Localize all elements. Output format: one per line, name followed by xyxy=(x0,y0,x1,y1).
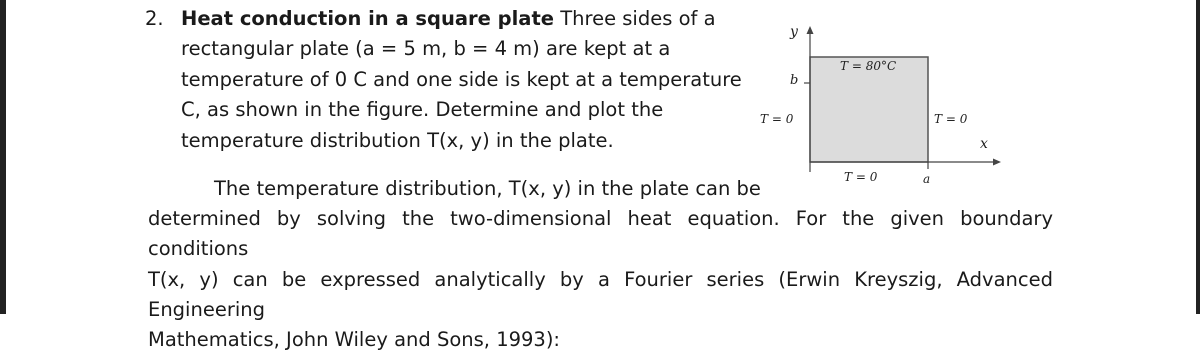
top-temperature-label: T = 80°C xyxy=(840,59,897,73)
right-temperature-label: T = 0 xyxy=(934,112,968,126)
answer-line-3: T(x, y) can be expressed analytically by a Fourier series (Erwin Kreyszig, Advanced Engineering xyxy=(148,267,1053,321)
problem-line-1: Three sides of a xyxy=(560,7,716,30)
problem-line-4: C, as shown in the figure. Determine and plot the xyxy=(181,98,664,122)
plate-diagram xyxy=(750,22,1010,192)
y-axis-label: y xyxy=(790,24,798,40)
x-axis-arrow xyxy=(993,159,1001,166)
problem-title: Heat conduction in a square plate xyxy=(181,7,555,30)
y-axis-arrow xyxy=(807,26,814,34)
problem-line-3: temperature of 0 C and one side is kept at a temperature xyxy=(181,67,742,91)
problem-body xyxy=(181,4,745,156)
x-axis-label: x xyxy=(980,136,988,152)
problem-line-2: rectangular plate (a = 5 m, b = 4 m) are kept at a xyxy=(181,37,671,61)
problem-number: 2. xyxy=(145,7,164,30)
answer-line-2: determined by solving the two-dimensional heat equation. For the given boundary conditions xyxy=(148,207,1053,261)
problem-line-5: temperature distribution T(x, y) in the plate. xyxy=(181,128,614,152)
answer-line-1: The temperature distribution, T(x, y) in the plate can be xyxy=(214,177,761,200)
problem-statement xyxy=(145,4,745,156)
left-temperature-label: T = 0 xyxy=(760,112,794,126)
a-label: a xyxy=(923,172,931,186)
plate-figure xyxy=(750,22,1010,192)
bottom-temperature-label: T = 0 xyxy=(844,170,878,184)
answer-line-4: Mathematics, John Wiley and Sons, 1993): xyxy=(148,328,560,352)
right-border xyxy=(1196,0,1200,314)
answer-paragraph xyxy=(148,174,1053,355)
left-border xyxy=(0,0,6,314)
b-label: b xyxy=(790,73,799,88)
